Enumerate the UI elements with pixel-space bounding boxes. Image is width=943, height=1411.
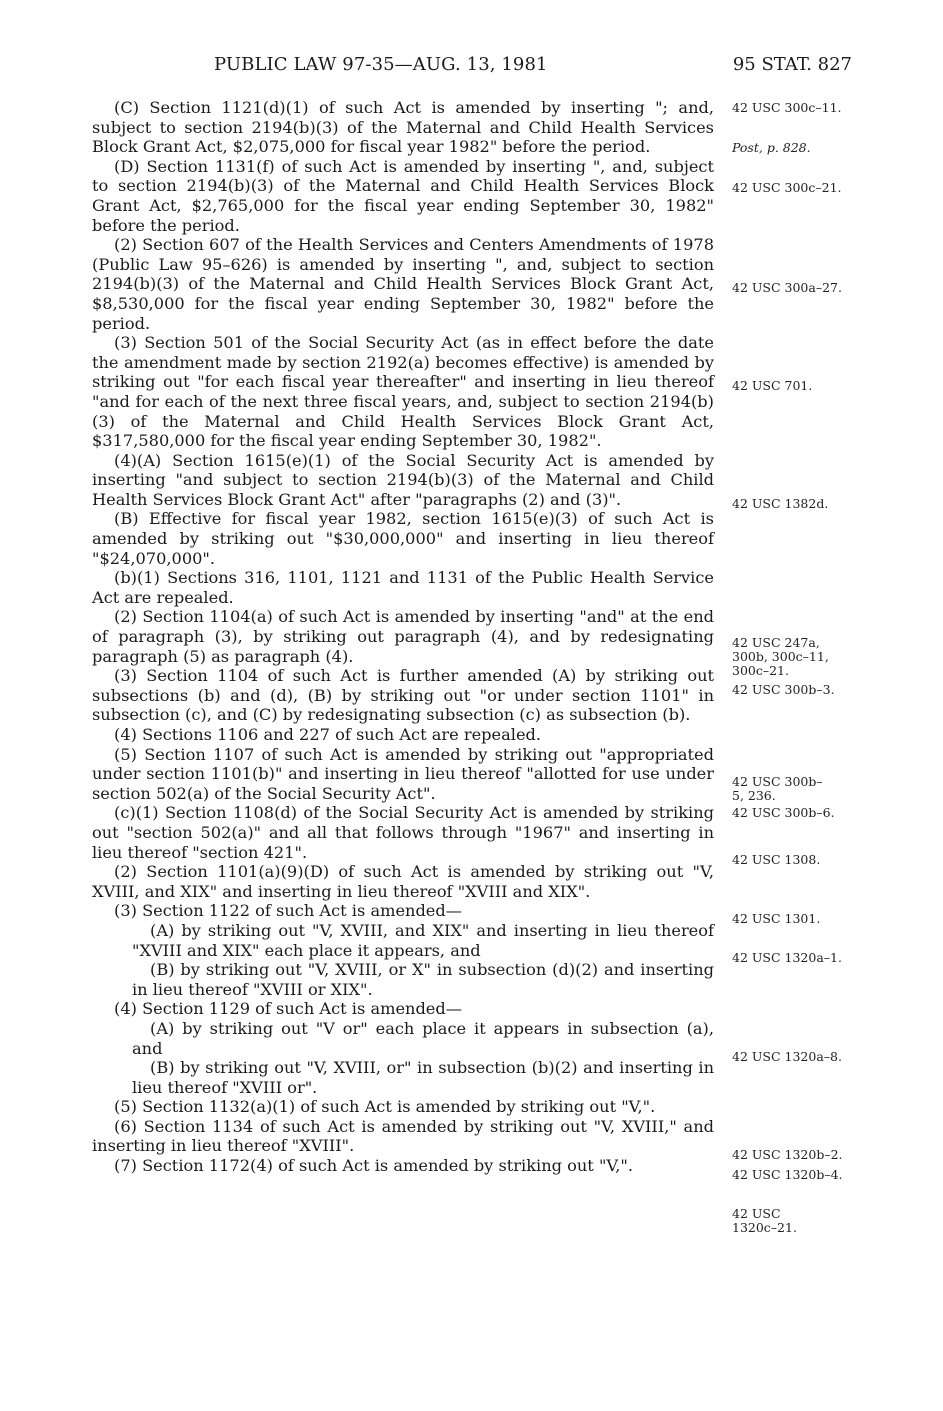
subparagraph: (B) by striking out "V, XVIII, or X" in subsection (d)(2) and inserting in lieu thereof "XVIII or XIX".: [132, 960, 714, 999]
margin-note: 42 USC 701.: [732, 378, 813, 393]
paragraph: (2) Section 1104(a) of such Act is amended by inserting "and" at the end of paragraph (3), by striking out paragraph (4), and by redesignating paragraph (5) as paragraph (4).: [92, 607, 714, 666]
paragraph: (3) Section 1122 of such Act is amended—: [114, 901, 462, 921]
page-stat-number: 95 STAT. 827: [732, 54, 852, 75]
margin-note: 42 USC 247a, 300b, 300c–11, 300c–21.: [732, 635, 829, 678]
margin-note: 42 USC 1301.: [732, 911, 821, 926]
margin-note: 42 USC 300b–3.: [732, 682, 835, 697]
paragraph: (3) Section 1104 of such Act is further amended (A) by striking out subsections (b) and (d), (B) by striking out "or under section 1101" in subsection (c), and (C) by redesignating subsection (c) as subsection (b).: [92, 666, 714, 725]
paragraph: (7) Section 1172(4) of such Act is amended by striking out "V,".: [114, 1156, 633, 1176]
body-text: [92, 98, 714, 1176]
paragraph: (4) Sections 1106 and 227 of such Act are repealed.: [114, 725, 542, 744]
margin-note: 42 USC 1382d.: [732, 496, 829, 511]
margin-note: 42 USC 1320c–21.: [732, 1206, 797, 1235]
margin-note: 42 USC 1308.: [732, 852, 821, 867]
margin-note: 42 USC 1320a–1.: [732, 950, 842, 965]
paragraph: (C) Section 1121(d)(1) of such Act is amended by inserting "; and, subject to section 2194(b)(3) of the Maternal and Child Health Services Block Grant Act, $2,075,000 for fiscal year 1982" before the period.: [92, 98, 714, 157]
subparagraph: (A) by striking out "V, XVIII, and XIX" and inserting in lieu thereof "XVIII and XIX" each place it appears, and: [132, 920, 714, 960]
margin-note: 42 USC 1320a–8.: [732, 1049, 842, 1064]
paragraph: (2) Section 1101(a)(9)(D) of such Act is amended by striking out "V, XVIII, and XIX" and inserting in lieu thereof "XVIII and XIX".: [92, 862, 714, 901]
page-header: [92, 44, 852, 80]
paragraph: (5) Section 1107 of such Act is amended by striking out "appropriated under section 1101(b)" and inserting in lieu thereof "allotted for use under section 502(a) of the Social Security Act".: [92, 744, 714, 803]
paragraph: (b)(1) Sections 316, 1101, 1121 and 1131 of the Public Health Service Act are repealed.: [92, 568, 714, 607]
margin-note: 42 USC 1320b–4.: [732, 1167, 843, 1182]
page-title: PUBLIC LAW 97-35—AUG. 13, 1981: [214, 54, 548, 75]
margin-note: 42 USC 300b–6.: [732, 805, 835, 820]
margin-note: 42 USC 300a–27.: [732, 280, 842, 295]
margin-note: 42 USC 300c–11.: [732, 100, 842, 115]
paragraph: (4)(A) Section 1615(e)(1) of the Social Security Act is amended by inserting "and subject to section 2194(b)(3) of the Maternal and Child Health Services Block Grant Act" after "paragraphs (2) and (3)".: [92, 450, 714, 509]
paragraph: (c)(1) Section 1108(d) of the Social Security Act is amended by striking out "section 502(a)" and all that follows through "1967" and inserting in lieu thereof "section 421".: [92, 803, 714, 862]
margin-note: 42 USC 300c–21.: [732, 180, 842, 195]
margin-note: 42 USC 1320b–2.: [732, 1147, 843, 1162]
paragraph: (5) Section 1132(a)(1) of such Act is amended by striking out "V,".: [114, 1097, 656, 1117]
subparagraph: (A) by striking out "V or" each place it appears in subsection (a), and: [132, 1018, 714, 1058]
paragraph: (2) Section 607 of the Health Services and Centers Amendments of 1978 (Public Law 95–626) is amended by inserting ", and, subject to section 2194(b)(3) of the Maternal and Child Health Services Block Grant Act, $8,530,000 for the fiscal year ending September 30, 1982" before the period.: [92, 235, 714, 333]
paragraph: (3) Section 501 of the Social Security Act (as in effect before the date the amendment made by section 2192(a) becomes effective) is amended by striking out "for each fiscal year thereafter" and inserting in lieu thereof "and for each of the next three fiscal years, and, subject to section 2194(b)(3) of the Maternal and Child Health Services Block Grant Act, $317,580,000 for the fiscal year ending September 30, 1982".: [92, 333, 714, 451]
margin-note: 42 USC 300b–5, 236.: [732, 774, 823, 803]
paragraph: (D) Section 1131(f) of such Act is amended by inserting ", and, subject to section 2194(b)(3) of the Maternal and Child Health Services Block Grant Act, $2,765,000 for the fiscal year ending September 30, 1982" before the period.: [92, 156, 714, 235]
paragraph: (4) Section 1129 of such Act is amended—: [114, 999, 462, 1019]
paragraph: (B) Effective for fiscal year 1982, section 1615(e)(3) of such Act is amended by striking out "$30,000,000" and inserting in lieu thereof "$24,070,000".: [92, 509, 714, 568]
margin-note: Post, p. 828.: [732, 140, 811, 155]
subparagraph: (B) by striking out "V, XVIII, or" in subsection (b)(2) and inserting in lieu thereof "XVIII or".: [132, 1058, 714, 1097]
paragraph: (6) Section 1134 of such Act is amended by striking out "V, XVIII," and inserting in lieu thereof "XVIII".: [92, 1116, 714, 1156]
